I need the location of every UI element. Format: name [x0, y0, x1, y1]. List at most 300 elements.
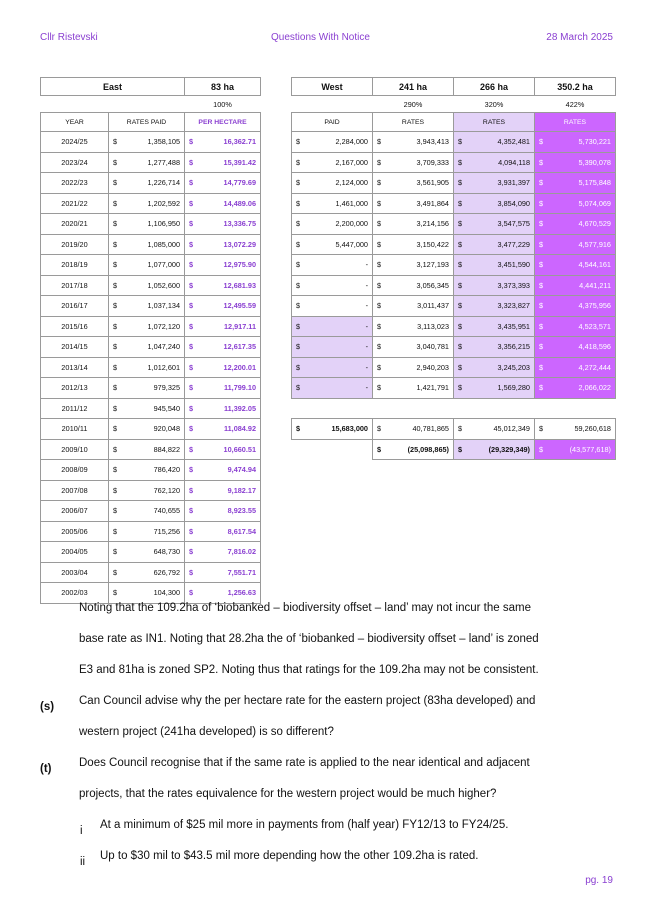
dollar-sign: $	[539, 444, 544, 454]
dollar-sign: $	[377, 424, 382, 434]
rates-241-cell	[373, 255, 454, 276]
question-t-label: (t)	[40, 763, 52, 775]
year-cell: 2016/17	[41, 296, 109, 317]
amount: 7,816.02	[227, 547, 257, 557]
dollar-sign: $	[189, 403, 194, 413]
amount: -	[365, 280, 368, 290]
offset-note-paragraph	[79, 593, 599, 685]
west-area-350: 350.2 ha	[535, 78, 616, 96]
rates-paid-cell	[109, 501, 185, 522]
year-cell: 2004/05	[41, 542, 109, 563]
rates-241-cell	[373, 275, 454, 296]
amount: 7,551.71	[227, 567, 257, 577]
paragraph-line: base rate as IN1. Noting that 28.2ha the of ‘biobanked – biodiversity offset – land’ is zoned	[79, 632, 539, 645]
question-line: projects, that the rates equivalence for the western project would be much higher?	[79, 787, 497, 800]
year-cell: 2007/08	[41, 480, 109, 501]
money-value	[458, 424, 530, 433]
year-cell: 2008/09	[41, 460, 109, 481]
money-value	[113, 137, 180, 146]
amount: 2,940,203	[416, 362, 449, 372]
money-value	[113, 527, 180, 536]
amount: 3,491,864	[416, 198, 449, 208]
rates-266-cell	[454, 316, 535, 337]
money-value	[113, 506, 180, 515]
amount: 3,561,905	[416, 178, 449, 188]
amount: 16,362.71	[223, 137, 257, 147]
per-hectare-cell	[185, 501, 261, 522]
paragraph-line: E3 and 81ha is zoned SP2. Noting thus that ratings for the 109.2ha may not be consistent.	[79, 663, 539, 676]
amount: 5,730,221	[578, 137, 611, 147]
amount: 40,781,865	[412, 424, 449, 434]
amount: 4,352,481	[497, 137, 530, 147]
money-value	[189, 445, 256, 454]
dollar-sign: $	[458, 239, 463, 249]
amount: 2,167,000	[335, 157, 368, 167]
amount: 8,923.55	[227, 506, 257, 516]
money-value	[189, 465, 256, 474]
money-value	[539, 178, 611, 187]
per-hectare-cell	[185, 132, 261, 153]
money-value	[377, 137, 449, 146]
rates-350-cell	[535, 357, 616, 378]
amount: 3,477,229	[497, 239, 530, 249]
year-cell: 2014/15	[41, 337, 109, 358]
dollar-sign: $	[296, 362, 301, 372]
amount: 4,441,211	[579, 280, 611, 290]
dollar-sign: $	[113, 219, 118, 229]
dollar-sign: $	[458, 362, 463, 372]
table-row	[41, 337, 261, 358]
per-hectare-cell	[185, 542, 261, 563]
amount: 5,390,078	[578, 157, 611, 167]
money-value	[539, 199, 611, 208]
amount: 2,066,022	[578, 383, 611, 393]
amount: 5,074,069	[578, 198, 611, 208]
sub-item-i-text: At a minimum of $25 mil more in payments from (half year) FY12/13 to FY24/25.	[100, 819, 509, 831]
dollar-sign: $	[377, 444, 382, 454]
dollar-sign: $	[113, 403, 118, 413]
dollar-sign: $	[458, 301, 463, 311]
money-value	[113, 424, 180, 433]
dollar-sign: $	[377, 157, 382, 167]
money-value	[189, 322, 256, 331]
table-row	[41, 132, 261, 153]
dollar-sign: $	[539, 219, 544, 229]
paid-cell	[292, 337, 373, 358]
per-hectare-cell	[185, 275, 261, 296]
money-value	[458, 178, 530, 187]
per-hectare-cell	[185, 439, 261, 460]
money-value	[189, 281, 256, 290]
dollar-sign: $	[539, 424, 544, 434]
amount: 648,730	[153, 547, 181, 557]
money-value	[296, 322, 368, 331]
year-cell: 2020/21	[41, 214, 109, 235]
amount: 1,421,791	[416, 383, 449, 393]
dollar-sign: $	[113, 424, 118, 434]
year-cell: 2023/24	[41, 152, 109, 173]
year-cell: 2006/07	[41, 501, 109, 522]
money-value	[189, 363, 256, 372]
amount: 3,356,215	[497, 342, 530, 352]
rates-241-cell	[373, 234, 454, 255]
rates-241-cell	[373, 316, 454, 337]
money-value	[296, 219, 368, 228]
table-row	[41, 357, 261, 378]
table-row	[292, 378, 616, 399]
question-s-label: (s)	[40, 701, 55, 713]
money-value	[113, 240, 180, 249]
year-cell: 2019/20	[41, 234, 109, 255]
rates-266-cell	[454, 357, 535, 378]
money-value	[539, 158, 611, 167]
money-value	[189, 301, 256, 310]
table-row	[292, 316, 616, 337]
dollar-sign: $	[113, 321, 118, 331]
money-value	[296, 363, 368, 372]
amount: 11,392.05	[223, 403, 257, 413]
per-hectare-cell	[185, 214, 261, 235]
amount: 2,200,000	[335, 219, 368, 229]
year-cell: 2012/13	[41, 378, 109, 399]
per-hectare-cell	[185, 152, 261, 173]
dollar-sign: $	[539, 280, 544, 290]
money-value	[189, 506, 256, 515]
amount: 104,300	[153, 588, 181, 598]
amount: -	[365, 301, 368, 311]
dollar-sign: $	[113, 383, 118, 393]
rates-paid-cell	[109, 357, 185, 378]
money-value	[113, 158, 180, 167]
rates-paid-cell	[109, 234, 185, 255]
money-value	[296, 301, 368, 310]
rates-350-cell	[535, 316, 616, 337]
money-value	[189, 260, 256, 269]
table-row	[41, 193, 261, 214]
question-line: Does Council recognise that if the same rate is applied to the near identical and adjacent	[79, 757, 530, 769]
money-value	[377, 158, 449, 167]
dollar-sign: $	[189, 219, 194, 229]
rates-paid-cell	[109, 152, 185, 173]
dollar-sign: $	[113, 485, 118, 495]
dollar-sign: $	[189, 260, 194, 270]
dollar-sign: $	[458, 383, 463, 393]
rates-paid-cell	[109, 255, 185, 276]
dollar-sign: $	[189, 547, 194, 557]
money-value	[539, 322, 611, 331]
east-col-per-hectare: PER HECTARE	[185, 113, 261, 132]
east-rates-table	[40, 77, 261, 604]
amount: 12,917.11	[223, 321, 257, 331]
empty-cell	[535, 398, 616, 419]
amount: 740,655	[153, 506, 181, 516]
amount: 3,323,827	[497, 301, 530, 311]
money-value	[377, 240, 449, 249]
rates-241-cell	[373, 378, 454, 399]
money-value	[113, 547, 180, 556]
amount: 945,540	[153, 403, 181, 413]
sub-item-i-label: i	[80, 825, 83, 837]
amount: 1,358,105	[147, 137, 181, 147]
dollar-sign: $	[458, 444, 463, 454]
year-cell: 2005/06	[41, 521, 109, 542]
amount: 786,420	[153, 465, 181, 475]
money-value	[189, 547, 256, 556]
rates-paid-cell	[109, 316, 185, 337]
dollar-sign: $	[189, 465, 194, 475]
table-row	[41, 562, 261, 583]
money-value	[377, 301, 449, 310]
west-area-241: 241 ha	[373, 78, 454, 96]
dollar-sign: $	[377, 362, 382, 372]
amount: 1,085,000	[147, 239, 181, 249]
header-author: Cllr Ristevski	[40, 32, 98, 43]
table-row	[41, 255, 261, 276]
dollar-sign: $	[458, 260, 463, 270]
amount: 1,072,120	[147, 321, 181, 331]
money-value	[458, 219, 530, 228]
rates-266-cell	[454, 234, 535, 255]
dollar-sign: $	[539, 137, 544, 147]
dollar-sign: $	[189, 526, 194, 536]
rates-paid-cell	[109, 439, 185, 460]
dollar-sign: $	[113, 239, 118, 249]
rates-241-cell	[373, 132, 454, 153]
table-row	[292, 152, 616, 173]
rates-paid-cell	[109, 562, 185, 583]
rates-paid-cell	[109, 132, 185, 153]
rates-paid-cell	[109, 542, 185, 563]
money-value	[189, 383, 256, 392]
amount: -	[365, 321, 368, 331]
west-col-rates-241: RATES	[373, 113, 454, 132]
per-hectare-cell	[185, 234, 261, 255]
table-row	[41, 316, 261, 337]
dollar-sign: $	[189, 444, 194, 454]
dollar-sign: $	[296, 280, 301, 290]
dollar-sign: $	[113, 465, 118, 475]
money-value	[296, 342, 368, 351]
amount: -	[365, 260, 368, 270]
money-value	[296, 383, 368, 392]
amount: 3,056,345	[416, 280, 449, 290]
amount: 1,077,000	[147, 260, 181, 270]
amount: 1,256.63	[227, 588, 257, 598]
rates-266-cell	[454, 214, 535, 235]
paid-cell	[292, 214, 373, 235]
amount: 13,336.75	[223, 219, 257, 229]
empty-cell	[454, 398, 535, 419]
rates-266-cell	[454, 275, 535, 296]
amount: 1,037,134	[147, 301, 181, 311]
amount: 8,617.54	[227, 526, 257, 536]
dollar-sign: $	[296, 137, 301, 147]
amount: 12,617.35	[223, 342, 257, 352]
amount: 4,670,529	[578, 219, 611, 229]
amount: 10,660.51	[223, 444, 257, 454]
empty-cell	[373, 398, 454, 419]
year-cell: 2010/11	[41, 419, 109, 440]
table-row	[292, 214, 616, 235]
money-value	[189, 486, 256, 495]
amount: (43,577,618)	[569, 444, 611, 454]
amount: (29,329,349)	[488, 444, 530, 454]
rates-266-cell	[454, 152, 535, 173]
dollar-sign: $	[296, 178, 301, 188]
table-row	[41, 542, 261, 563]
amount: 5,447,000	[335, 239, 368, 249]
paid-cell	[292, 152, 373, 173]
paid-cell	[292, 234, 373, 255]
amount: 14,779.69	[223, 178, 257, 188]
table-row	[41, 419, 261, 440]
money-value	[539, 281, 611, 290]
amount: 12,975.90	[223, 260, 257, 270]
money-value	[539, 137, 611, 146]
dollar-sign: $	[458, 424, 463, 434]
table-row	[292, 173, 616, 194]
rates-241-cell	[373, 214, 454, 235]
diff-rates-350-cell	[535, 439, 616, 460]
money-value	[377, 260, 449, 269]
rates-241-cell	[373, 193, 454, 214]
dollar-sign: $	[189, 137, 194, 147]
table-row	[292, 193, 616, 214]
amount: 1,277,488	[147, 157, 181, 167]
money-value	[113, 383, 180, 392]
dollar-sign: $	[113, 567, 118, 577]
amount: 3,373,393	[497, 280, 530, 290]
east-col-paid: RATES PAID	[109, 113, 185, 132]
diff-rates-266-cell	[454, 439, 535, 460]
money-value	[113, 322, 180, 331]
dollar-sign: $	[296, 239, 301, 249]
money-value	[539, 363, 611, 372]
rates-241-cell	[373, 337, 454, 358]
rates-241-cell	[373, 357, 454, 378]
rates-350-cell	[535, 378, 616, 399]
rates-350-cell	[535, 296, 616, 317]
money-value	[458, 260, 530, 269]
amount: 3,040,781	[416, 342, 449, 352]
west-col-rates-266: RATES	[454, 113, 535, 132]
rates-241-cell	[373, 173, 454, 194]
east-area: 83 ha	[185, 78, 261, 96]
year-cell: 2015/16	[41, 316, 109, 337]
paid-cell	[292, 173, 373, 194]
per-hectare-cell	[185, 193, 261, 214]
money-value	[377, 342, 449, 351]
amount: 3,113,023	[417, 321, 449, 331]
dollar-sign: $	[377, 321, 382, 331]
money-value	[539, 383, 611, 392]
rates-350-cell	[535, 337, 616, 358]
header-date: 28 March 2025	[546, 32, 613, 43]
amount: 11,799.10	[223, 383, 257, 393]
dollar-sign: $	[189, 239, 194, 249]
money-value	[377, 219, 449, 228]
paragraph-line: Noting that the 109.2ha of ‘biobanked – biodiversity offset – land’ may not incur the same	[79, 602, 531, 614]
dollar-sign: $	[189, 301, 194, 311]
money-value	[113, 199, 180, 208]
amount: 4,418,596	[578, 342, 611, 352]
paid-cell	[292, 275, 373, 296]
per-hectare-cell	[185, 173, 261, 194]
amount: 1,226,714	[147, 178, 181, 188]
west-percent-290: 290%	[403, 99, 423, 109]
per-hectare-cell	[185, 398, 261, 419]
total-row	[292, 419, 616, 440]
table-row	[41, 501, 261, 522]
per-hectare-cell	[185, 337, 261, 358]
dollar-sign: $	[113, 342, 118, 352]
rates-paid-cell	[109, 296, 185, 317]
amount: 920,048	[153, 424, 181, 434]
amount: 979,325	[153, 383, 181, 393]
year-cell: 2009/10	[41, 439, 109, 460]
question-t-text	[79, 748, 530, 810]
dollar-sign: $	[458, 321, 463, 331]
rates-paid-cell	[109, 419, 185, 440]
paid-cell	[292, 357, 373, 378]
money-value	[458, 322, 530, 331]
dollar-sign: $	[113, 506, 118, 516]
money-value	[458, 240, 530, 249]
year-cell: 2003/04	[41, 562, 109, 583]
amount: 3,451,590	[497, 260, 530, 270]
money-value	[458, 342, 530, 351]
amount: 715,256	[153, 526, 181, 536]
sub-item-ii-label: ii	[80, 856, 86, 868]
money-value	[296, 260, 368, 269]
dollar-sign: $	[113, 137, 118, 147]
money-value	[539, 301, 611, 310]
money-value	[113, 178, 180, 187]
paid-cell	[292, 255, 373, 276]
per-hectare-cell	[185, 357, 261, 378]
rates-266-cell	[454, 255, 535, 276]
dollar-sign: $	[113, 178, 118, 188]
paid-cell	[292, 193, 373, 214]
money-value	[189, 240, 256, 249]
rates-paid-cell	[109, 173, 185, 194]
west-percent-422: 422%	[565, 99, 585, 109]
money-value	[189, 568, 256, 577]
empty-cell	[292, 398, 373, 419]
amount: 4,544,161	[578, 260, 611, 270]
table-row	[292, 132, 616, 153]
dollar-sign: $	[189, 424, 194, 434]
money-value	[377, 383, 449, 392]
money-value	[296, 281, 368, 290]
money-value	[113, 260, 180, 269]
rates-350-cell	[535, 173, 616, 194]
amount: 12,681.93	[223, 280, 257, 290]
amount: 3,214,156	[416, 219, 449, 229]
amount: 9,182.17	[227, 485, 257, 495]
dollar-sign: $	[458, 157, 463, 167]
paid-cell	[292, 296, 373, 317]
dollar-sign: $	[296, 157, 301, 167]
dollar-sign: $	[189, 178, 194, 188]
dollar-sign: $	[377, 301, 382, 311]
per-hectare-cell	[185, 521, 261, 542]
dollar-sign: $	[189, 321, 194, 331]
amount: 3,150,422	[416, 239, 449, 249]
money-value	[458, 301, 530, 310]
empty-cell	[292, 439, 373, 460]
dollar-sign: $	[458, 198, 463, 208]
